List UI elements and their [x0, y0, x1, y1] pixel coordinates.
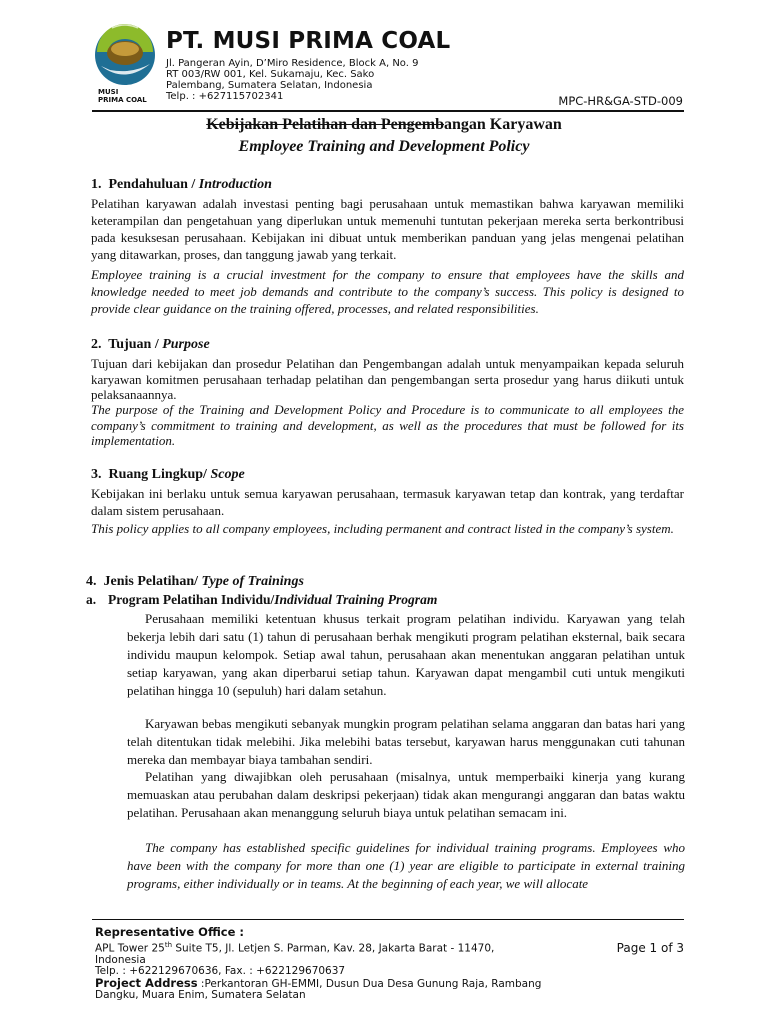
section-title-id: Tujuan /	[108, 337, 159, 352]
footer-address	[95, 927, 545, 1002]
company-logo	[92, 22, 158, 110]
section-3-text-id: Kebijakan ini berlaku untuk semua karyawan perusahaan, termasuk karyawan tetap dan kontrak, yang terdaftar dalam sistem perusahaan.	[91, 486, 684, 518]
section-title-id: Pendahuluan /	[108, 177, 196, 192]
address-line: Palembang, Sumatera Selatan, Indonesia	[166, 80, 373, 91]
company-address	[166, 58, 418, 102]
section-title-en: Type of Trainings	[201, 574, 304, 589]
section-title-en: Purpose	[162, 337, 210, 352]
title-struck-part: Kebijakan Pelatihan dan Pengemb	[206, 116, 444, 133]
section-title-en: Introduction	[198, 177, 272, 192]
section-3-heading	[91, 467, 245, 483]
subsection-a-paragraph-2: Karyawan bebas mengikuti sebanyak mungkin program pelatihan selama anggaran dan batas hari yang telah ditentukan tidak melebihi. Jika melebihi batas tersebut, karyawan harus menggunakan cuti tahunan mereka dan membayar biaya tambahan sendiri.	[127, 716, 685, 767]
address-line: Jl. Pangeran Ayin, D’Miro Residence, Block A, No. 9	[166, 58, 419, 69]
section-title-id: Jenis Pelatihan/	[103, 574, 199, 589]
section-2-text-en: The purpose of the Training and Development Policy and Procedure is to communicate to all employees the company’s commitment to training and development, as well as the procedures that must be followed for its implementation.	[91, 402, 684, 448]
address-phone: Telp. : +627115702341	[166, 91, 284, 102]
section-number: 4.	[86, 574, 97, 589]
subsection-a-paragraph-4: The company has established specific guidelines for individual training programs. Employees who have been with the company for more than one (1) year are eligible to participate in external training programs, either individually or in teams. At the beginning of each year, we will allocate	[127, 840, 685, 891]
title-english: Employee Training and Development Policy	[238, 138, 530, 155]
section-4-heading	[86, 574, 304, 590]
section-1-text-id: Pelatihan karyawan adalah investasi penting bagi perusahaan untuk memastikan bahwa karyawan memiliki keterampilan dan pengetahuan yang diperlukan untuk memenuhi tuntutan pekerjaan mereka serta berkontribusi pada kesuksesan perusahaan. Kebijakan ini dibuat untuk memberikan panduan yang jelas mengenai pelatihan yang ditawarkan, proses, dan tanggung jawab yang terkait.	[91, 196, 684, 262]
representative-office-label: Representative Office :	[95, 925, 245, 939]
logo-text-musi: MUSI	[98, 88, 119, 96]
section-2-heading	[91, 337, 210, 353]
header-divider	[92, 110, 684, 112]
section-title-en: Scope	[210, 467, 245, 482]
company-name: PT. MUSI PRIMA COAL	[166, 28, 451, 54]
subsection-title-id: Program Pelatihan Individu/	[108, 592, 275, 607]
project-address: Project Address :Perkantoran GH-EMMI, Dusun Dua Desa Gunung Raja, Rambang	[95, 975, 542, 990]
section-number: 2.	[91, 337, 102, 352]
subsection-title-en: Individual Training Program	[274, 592, 438, 607]
subsection-letter: a.	[86, 592, 97, 607]
footer-divider	[92, 919, 684, 920]
subsection-a-paragraph-3: Pelatihan yang diwajibkan oleh perusahaan (misalnya, untuk memperbaiki kinerja yang kurang memuaskan atau perubahan dalam deskripsi pekerjaan) tidak akan mengurangi anggaran dan batas waktu pelatihan. Perusahaan akan menanggung seluruh biaya untuk pelatihan semacam ini.	[127, 769, 685, 820]
representative-office-phone: Telp. : +622129670636, Fax. : +622129670637	[95, 965, 346, 977]
section-3-text-en: This policy applies to all company employees, including permanent and contract listed in the company’s system.	[91, 521, 674, 536]
section-1-heading	[91, 177, 272, 193]
address-line: RT 003/RW 001, Kel. Sukamaju, Kec. Sako	[166, 69, 375, 80]
subsection-a-paragraph-1: Perusahaan memiliki ketentuan khusus terkait program pelatihan individu. Karyawan yang telah bekerja lebih dari satu (1) tahun di perusahaan berhak mengikuti program pelatihan eksternal, baik secara individu maupun kelompok. Setiap awal tahun, perusahaan akan menentukan anggaran pelatihan untuk setiap karyawan, yang akan diperbarui setiap tahun. Karyawan dapat mengambil cuti untuk mengikuti pelatihan hingga 10 (sepuluh) hari dalam setahun.	[127, 611, 685, 698]
subsection-a-heading	[86, 592, 437, 608]
section-2-text-id: Tujuan dari kebijakan dan prosedur Pelatihan dan Pengembangan adalah untuk menyampaikan kepada seluruh karyawan komitmen perusahaan terhadap pelatihan dan pengembangan serta prosedur yang harus diikuti untuk pelaksanaannya.	[91, 356, 684, 402]
logo-text-prima-coal: PRIMA COAL	[98, 96, 147, 104]
section-number: 1.	[91, 177, 102, 192]
page-number: Page 1 of 3	[616, 941, 684, 955]
section-number: 3.	[91, 467, 102, 482]
document-code: MPC-HR&GA-STD-009	[558, 94, 683, 108]
section-1-text-en: Employee training is a crucial investment for the company to ensure that employees have the skills and knowledge needed to meet job demands and contribute to the company’s success. This policy is designed to provide clear guidance on the training offered, processes, and related responsibilities.	[91, 267, 684, 316]
section-title-id: Ruang Lingkup/	[108, 467, 207, 482]
project-address-line-2: Dangku, Muara Enim, Sumatera Selatan	[95, 989, 306, 1001]
title-indonesian	[0, 116, 768, 134]
title-rest-part: angan Karyawan	[444, 116, 562, 133]
representative-office-address: APL Tower 25th Suite T5, Jl. Letjen S. Parman, Kav. 28, Jakarta Barat - 11470, Indonesia	[95, 940, 495, 966]
